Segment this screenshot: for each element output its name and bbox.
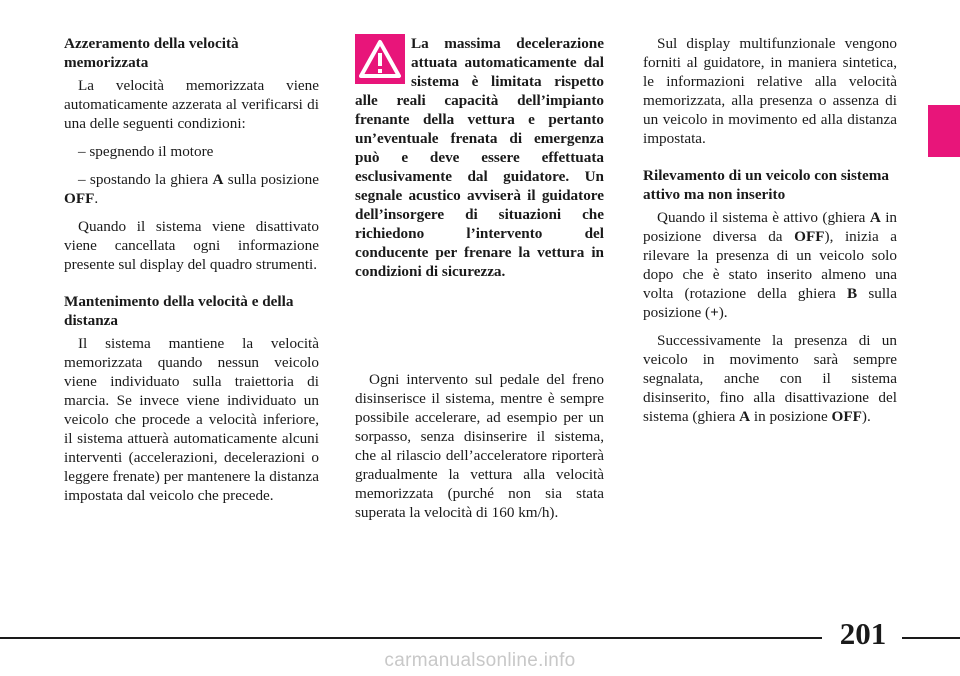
- paragraph-detection-signalled: Successivamente la presenza di un veicolo in movimento sarà sempre segnalata, anche con il sistema disinserito, fino alla disattivazione del sistema (ghiera A in posizione OFF).: [643, 332, 897, 425]
- list-item-engine-off: – spegnendo il motore: [78, 143, 214, 160]
- column-1: [64, 34, 319, 514]
- column-2: [355, 34, 604, 290]
- warning-block: [355, 34, 604, 281]
- warning-text: La massima decelerazione attuata automaticamente dal sistema è limitata rispetto alle reali capacità dell’impianto frenante della vettura e pertanto un’eventuale frenata di emergenza può e deve essere effettuata esclusivamente dal guidatore. Un segnale acustico avviserà il guidatore dell’insorgere di situazioni che richiedono l’intervento del conducente per frenare la vettura in condizioni di sicurezza.: [355, 35, 604, 280]
- paragraph-keep-speed: Il sistema mantiene la velocità memorizzata quando nessun veicolo viene individuato sulla traiettoria di marcia. Se invece viene individuato un veicolo che procede a velocità inferiore, il sistema attuerà automaticamente alcuni interventi (accelerazioni, decelerazioni o leggere frenate) per mantenere la distanza impostata dal veicolo che precede.: [64, 335, 319, 504]
- paragraph-detection-active: Quando il sistema è attivo (ghiera A in posizione diversa da OFF), inizia a rilevare la presenza di un veicolo solo dopo che è stato inserito almeno una volta (rotazione della ghiera B sulla posizione (+).: [643, 209, 898, 321]
- section-title-keep-speed-distance: Mantenimento della velocità e della distanza: [64, 293, 294, 329]
- paragraph-display-info: Sul display multifunzionale vengono forniti al guidatore, in maniera sintetica, le informazioni relative alla velocità memorizzata, alla presenza o assenza di un veicolo in movimento ed alla distanza impostata.: [643, 35, 897, 147]
- list-item-ring-off: – spostando la ghiera A sulla posizione OFF.: [64, 171, 319, 207]
- warning-triangle-icon: [355, 34, 405, 84]
- watermark: carmanualsonline.info: [384, 650, 576, 671]
- page-number: 201: [839, 616, 887, 651]
- column-3: [643, 34, 897, 435]
- section-title-vehicle-detection: Rilevamento di un veicolo con sistema attivo ma non inserito: [643, 167, 889, 203]
- paragraph-reset-conditions: La velocità memorizzata viene automaticamente azzerata al verificarsi di una delle seguenti condizioni:: [64, 77, 319, 132]
- paragraph-brake-pedal: Ogni intervento sul pedale del freno disinserisce il sistema, mentre è sempre possibile accelerare, ad esempio per un sorpasso, senza disinserire il sistema, che al rilascio dell’acceleratore riporterà gradualmente la vettura alla velocità memorizzata (purché non sia stata superata la velocità di 160 km/h).: [355, 371, 604, 521]
- column-2-body: [355, 370, 604, 522]
- footer-rule-left: [0, 637, 822, 639]
- section-tab-marker: [928, 105, 960, 157]
- section-title-reset-speed: Azzeramento della velocità memorizzata: [64, 35, 239, 71]
- footer-rule-right: [902, 637, 960, 639]
- paragraph-system-deactivated: Quando il sistema viene disattivato viene cancellata ogni informazione presente sul display del quadro strumenti.: [64, 218, 319, 273]
